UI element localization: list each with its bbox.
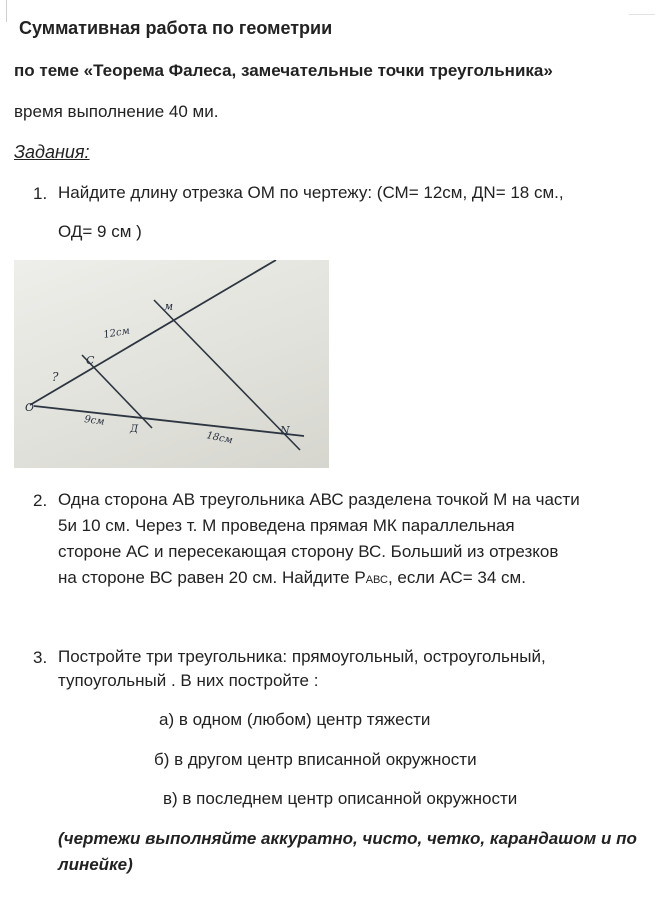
geometry-drawing [14, 260, 329, 468]
label-m: м [164, 300, 174, 313]
task3-line1: Постройте три треугольника: прямоугольный, остроугольный, [58, 647, 546, 666]
task2-number: 2. [33, 491, 48, 510]
task2-line4-start: на стороне ВС равен 20 см. Найдите Р [58, 568, 366, 587]
task1-line2: ОД= 9 см ) [58, 222, 142, 241]
label-d: Д [130, 424, 139, 435]
label-question: ? [52, 370, 59, 384]
task1-number: 1. [33, 184, 48, 203]
task2-line4-end: , если АС= 34 см. [387, 568, 526, 587]
label-9cm: 9см [83, 414, 106, 428]
task3-option-a: а) в одном (любом) центр тяжести [159, 710, 431, 729]
tasks-heading: Задания: [14, 142, 90, 162]
ray-on-line [34, 406, 304, 436]
ray-om-line [30, 260, 276, 405]
label-12cm: 12см [102, 325, 131, 341]
task1-figure-photo [14, 260, 329, 468]
task2-line1: Одна сторона АВ треугольника АВС разделена точкой М на части [58, 490, 580, 509]
label-c: С [86, 354, 95, 367]
worksheet-topic: по теме «Теорема Фалеса, замечательные точки треугольника» [14, 61, 553, 80]
task3-line2: тупоугольный . В них постройте : [58, 671, 319, 690]
scan-corner-mark [629, 0, 655, 15]
drawing-instructions-note: (чертежи выполняйте аккуратно, чисто, четко, карандашом и по линейке) [58, 829, 637, 874]
scan-edge-line [6, 0, 7, 22]
task3-option-b: б) в другом центр вписанной окружности [154, 750, 477, 769]
task3-number: 3. [33, 648, 48, 667]
task2-line2: 5и 10 см. Через т. М проведена прямая МК параллельная [58, 516, 515, 535]
task2-line3: стороне АС и пересекающая сторону ВС. Больший из отрезков [58, 542, 559, 561]
perimeter-subscript: АВС [365, 574, 388, 586]
label-n: N [280, 424, 290, 437]
task2-line4 [58, 565, 526, 593]
task1-line1: Найдите длину отрезка ОМ по чертежу: (СМ= 12см, ДN= 18 см., [58, 183, 564, 202]
label-o: О [25, 401, 35, 414]
time-limit: время выполнение 40 ми. [14, 102, 219, 121]
worksheet-title: Суммативная работа по геометрии [19, 18, 333, 38]
label-18cm: 18см [205, 430, 234, 447]
task3-option-c: в) в последнем центр описанной окружности [163, 789, 518, 808]
